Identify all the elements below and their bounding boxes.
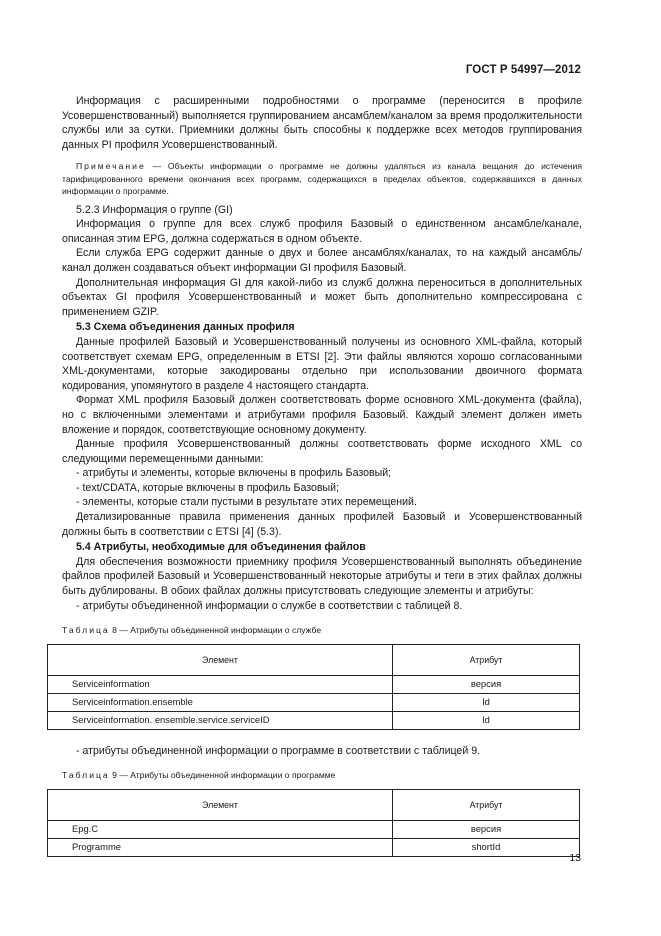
element-cell: Serviceinformation. ensemble.service.serviceID: [48, 711, 393, 729]
list-item: - атрибуты объединенной информации о программе в соответствии с таблицей 9.: [76, 744, 481, 757]
paragraph: Данные профилей Базовый и Усовершенствованный получены из основного XML-файла, который соответствует схемам EPG, определенным в ETSI [2]. Эти файлы являются хорошо согласованными XML-документами, которые закодированы отдельно при использовании двоичного формата кодирования, упомянутого в разделе 4 настоящего стандарта.: [62, 335, 582, 392]
element-cell: Epg.C: [48, 821, 393, 839]
paragraph: Информация с расширенными подробностями о программе (переносится в профиле Усовершенствованный) выполняется группированием ансамблем/каналом за время продолжительности службы или за сутки. Приемники должны быть способны к поддержке всех методов группирования данных PI профиля Усовершенствованный.: [62, 95, 582, 151]
attribute-cell: Id: [393, 711, 580, 729]
attribute-cell: shortId: [393, 839, 580, 857]
note-label: Примечание: [76, 161, 146, 172]
paragraph: Данные профиля Усовершенствованный должны соответствовать форме исходного XML со следующими перемещенными данными:: [62, 438, 582, 465]
paragraph: Дополнительная информация GI для какой-либо из служб должна переноситься в дополнительных объектах GI профиля Усовершенствованный и может быть дополнительно компрессирована с применением GZIP.: [62, 276, 582, 318]
paragraph: Формат XML профиля Базовый должен соответствовать форме основного XML-документа (файла), но с включенными элементами и атрибутами профиля Базовый. Каждый элемент должен иметь вложение и порядок, соответствующие основному документу.: [62, 394, 582, 436]
element-cell: Serviceinformation.ensemble: [48, 693, 393, 711]
paragraph: Для обеспечения возможности приемнику профиля Усовершенствованный выполнять объединение файлов профилей Базовый и Усовершенствованный некоторые атрибуты и теги в этих файлах должны быть дублированы. В обоих файлах должны присутствовать следующие элементы и атрибуты:: [62, 555, 582, 598]
table-caption-text: 8 — Атрибуты объединенной информации о службе: [109, 625, 322, 636]
list-item: - элементы, которые стали пустыми в результате этих перемещений.: [76, 496, 417, 509]
table-row: [48, 711, 580, 729]
note-text: — Объекты информации о программе не должны удаляться из канала вещания до истечения тарифицированного времени окончания всех программ, содержащихся в пределах объектов, содержавшихся в данных информации о программе.: [62, 161, 582, 197]
page-number: 13: [569, 852, 581, 864]
attribute-cell: версия: [393, 821, 580, 839]
attribute-cell: версия: [393, 675, 580, 693]
element-cell: Programme: [48, 839, 393, 857]
table-row: [48, 821, 580, 839]
list-item: - атрибуты и элементы, которые включены в профиль Базовый;: [76, 467, 392, 480]
table-header-row: [48, 644, 580, 675]
page-content: [62, 94, 582, 857]
table-caption-text: 9 — Атрибуты объединенной информации о программе: [109, 770, 336, 781]
table-8-caption: [62, 623, 582, 638]
note: [62, 160, 582, 197]
table-8: [47, 644, 580, 730]
table-header-row: [48, 790, 580, 821]
table-9: [47, 789, 580, 857]
paragraph: Информация о группе для всех служб профиля Базовый о единственном ансамбле/канале, описанная этим EPG, должна содержаться в одном объекте.: [62, 218, 582, 245]
table-row: [48, 693, 580, 711]
table-caption-label: Таблица: [62, 625, 110, 636]
column-header-element: Элемент: [48, 790, 393, 821]
paragraph: Если служба EPG содержит данные о двух и более ансамблях/каналах, то на каждый ансамбль/канал должен создаваться объект информации GI профиля Базовый.: [62, 247, 582, 274]
document-id-header: ГОСТ Р 54997—2012: [465, 64, 581, 76]
element-cell: Serviceinformation: [48, 675, 393, 693]
list-item: - text/CDATA, которые включены в профиль Базовый;: [76, 481, 340, 494]
table-9-caption: [62, 768, 582, 783]
section-heading-5-4: 5.4 Атрибуты, необходимые для объединения файлов: [76, 541, 366, 554]
table-caption-label: Таблица: [62, 770, 110, 781]
paragraph: Детализированные правила применения данных профилей Базовый и Усовершенствованный должны быть в соответствии с ETSI [4] (5.3).: [62, 511, 582, 538]
column-header-attribute: Атрибут: [393, 644, 580, 675]
column-header-attribute: Атрибут: [393, 790, 580, 821]
section-heading-5-3: 5.3 Схема объединения данных профиля: [76, 321, 295, 334]
column-header-element: Элемент: [48, 644, 393, 675]
table-row: [48, 675, 580, 693]
table-row: [48, 839, 580, 857]
attribute-cell: Id: [393, 693, 580, 711]
list-item: - атрибуты объединенной информации о службе в соответствии с таблицей 8.: [76, 599, 463, 612]
section-heading-5-2-3: 5.2.3 Информация о группе (GI): [76, 203, 233, 216]
